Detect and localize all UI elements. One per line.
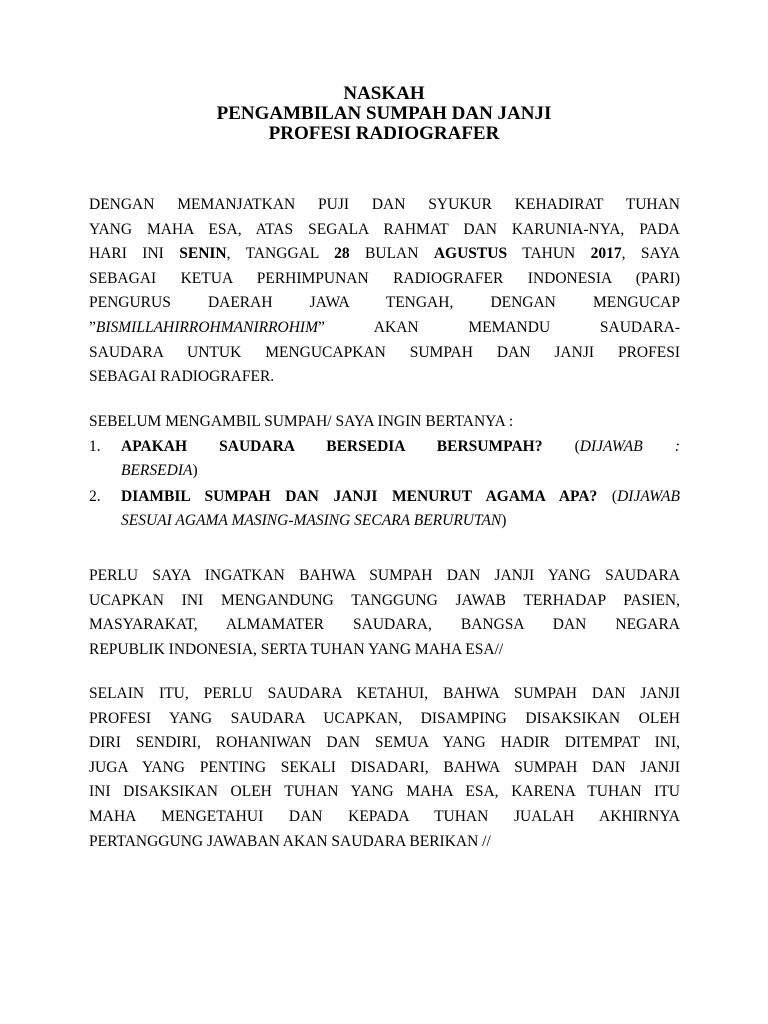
reminder-line-4: REPUBLIK INDONESIA, SERTA TUHAN YANG MAHA ESA// xyxy=(89,640,504,658)
question-2-answer: SESUAI AGAMA MASING-MASING SECARA BERURUTAN xyxy=(121,512,502,530)
paren-close: ) xyxy=(192,462,198,480)
intro-text: TAHUN xyxy=(507,245,591,263)
reminder-line-1: PERLU SAYA INGATKAN BAHWA SUMPAH DAN JANJI YANG SAUDARA xyxy=(89,567,680,584)
intro-text: , TANGGAL xyxy=(226,245,335,263)
month-value: AGUSTUS xyxy=(433,245,508,263)
intro-text: , SAYA xyxy=(621,245,680,263)
intro-line-7: SAUDARA UNTUK MENGUCAPKAN SUMPAH DAN JANJI PROFESI xyxy=(89,343,680,361)
question-2-text: DIAMBIL SUMPAH DAN JANJI MENURUT AGAMA APA? xyxy=(121,487,598,505)
closing-line-5: INI DISAKSIKAN OLEH TUHAN YANG MAHA ESA, KARENA TUHAN ITU xyxy=(89,783,680,801)
year-value: 2017 xyxy=(590,245,622,263)
reminder-line-3: MASYARAKAT, ALMAMATER SAUDARA, BANGSA DAN NEGARA xyxy=(89,616,680,634)
questions-lead: SEBELUM MENGAMBIL SUMPAH/ SAYA INGIN BERTANYA : xyxy=(89,413,514,430)
question-2-answer-label: DIJAWAB xyxy=(617,487,680,505)
question-1-line-1 xyxy=(121,435,680,460)
intro-paragraph xyxy=(89,193,680,390)
paren-open: ( xyxy=(597,487,618,505)
question-1-answer-label: DIJAWAB : xyxy=(579,437,680,455)
closing-line-7: PERTANGGUNG JAWABAN AKAN SAUDARA BERIKAN // xyxy=(89,832,491,850)
date-value: 28 xyxy=(334,245,350,263)
intro-line-2: YANG MAHA ESA, ATAS SEGALA RAHMAT DAN KARUNIA-NYA, PADA xyxy=(89,220,680,238)
title-line-3: PROFESI RADIOGRAFER xyxy=(268,123,500,144)
closing-line-1: SELAIN ITU, PERLU SAUDARA KETAHUI, BAHWA SUMPAH DAN JANJI xyxy=(89,685,680,702)
day-value: SENIN xyxy=(179,245,227,263)
closing-paragraph xyxy=(89,682,680,854)
intro-line-4: SEBAGAI KETUA PERHIMPUNAN RADIOGRAFER INDONESIA (PARI) xyxy=(89,269,680,287)
question-2-number: 2. xyxy=(89,487,101,505)
question-1 xyxy=(89,435,680,484)
question-2-line-2 xyxy=(121,509,680,534)
question-2-line-1 xyxy=(121,485,680,510)
intro-line-5: PENGURUS DAERAH JAWA TENGAH, DENGAN MENGUCAP xyxy=(89,294,680,312)
intro-text: HARI INI xyxy=(89,245,180,263)
intro-line-3 xyxy=(89,242,680,267)
reminder-paragraph xyxy=(89,564,680,662)
question-1-text: APAKAH SAUDARA BERSEDIA BERSUMPAH? xyxy=(121,437,543,455)
title-line-1: NASKAH xyxy=(343,83,425,104)
document-title xyxy=(0,84,768,144)
closing-line-2: PROFESI YANG SAUDARA UCAPKAN, DISAMPING DISAKSIKAN OLEH xyxy=(89,709,680,727)
closing-line-3: DIRI SENDIRI, ROHANIWAN DAN SEMUA YANG HADIR DITEMPAT INI, xyxy=(89,734,680,752)
title-line-2: PENGAMBILAN SUMPAH DAN JANJI xyxy=(216,103,552,124)
bismillah-text: BISMILLAHIRROHMANIRROHIM xyxy=(95,318,319,336)
reminder-line-2: UCAPKAN INI MENGANDUNG TANGGUNG JAWAB TERHADAP PASIEN, xyxy=(89,591,680,609)
paren-open: ( xyxy=(542,437,580,455)
questions-section xyxy=(89,410,680,534)
closing-line-4: JUGA YANG PENTING SEKALI DISADARI, BAHWA SUMPAH DAN JANJI xyxy=(89,758,680,776)
question-1-number: 1. xyxy=(89,437,101,455)
question-1-line-2 xyxy=(121,459,680,484)
question-1-answer: BERSEDIA xyxy=(121,462,193,480)
paren-close: ) xyxy=(501,512,507,530)
intro-line-6 xyxy=(89,316,680,341)
intro-line-1: DENGAN MEMANJATKAN PUJI DAN SYUKUR KEHADIRAT TUHAN xyxy=(89,196,680,213)
quote-open: ” xyxy=(89,318,96,336)
intro-text: ” AKAN MEMANDU SAUDARA- xyxy=(318,318,680,336)
intro-line-8: SEBAGAI RADIOGRAFER. xyxy=(89,368,275,386)
closing-line-6: MAHA MENGETAHUI DAN KEPADA TUHAN JUALAH AKHIRNYA xyxy=(89,807,680,825)
intro-text: BULAN xyxy=(349,245,434,263)
question-2 xyxy=(89,485,680,534)
